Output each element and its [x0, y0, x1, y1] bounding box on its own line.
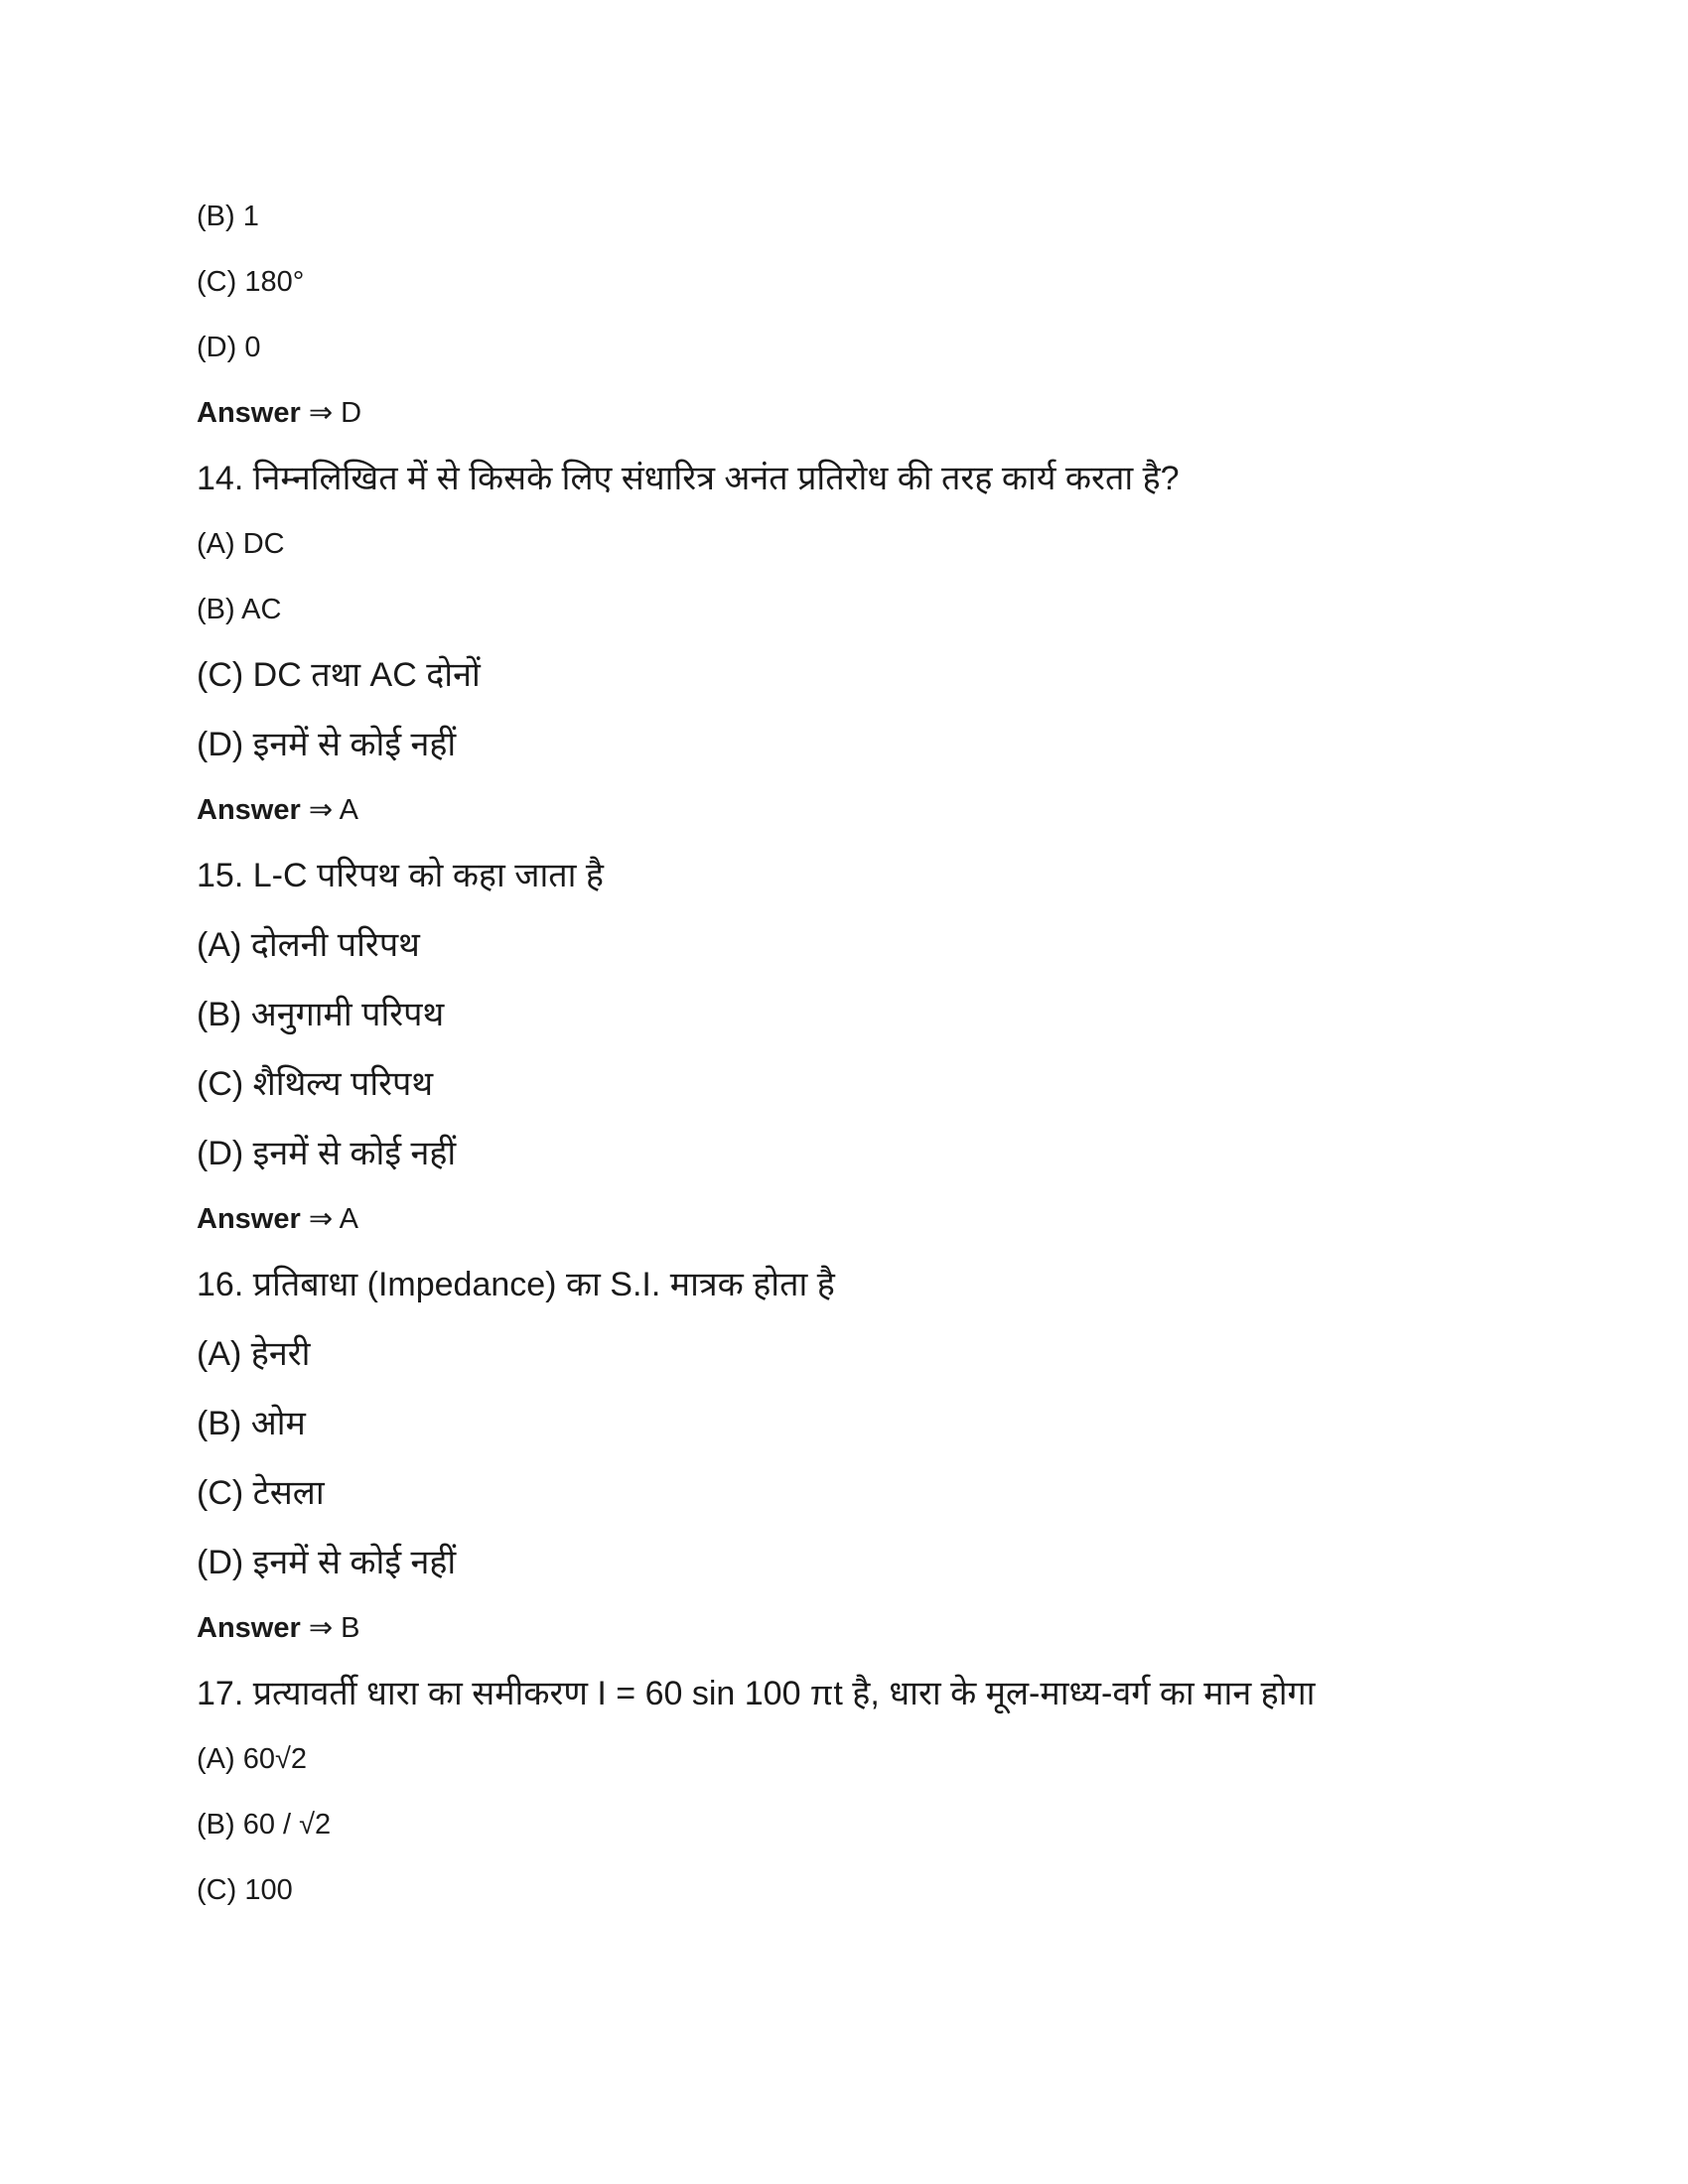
option-a: (A) 60√2 [197, 1743, 308, 1775]
answer-line [197, 790, 1507, 830]
option-d: (D) इनमें से कोई नहीं [197, 1135, 457, 1172]
option-c: (C) टेसला [197, 1474, 325, 1512]
question-15: 15. L-C परिपथ को कहा जाता है [197, 857, 604, 894]
answer-label: Answer [197, 1203, 301, 1235]
answer-value: ⇒ A [308, 1203, 358, 1235]
answer-line [197, 1608, 1507, 1648]
answer-value: ⇒ B [308, 1612, 360, 1644]
answer-label: Answer [197, 1612, 301, 1644]
option-d: (D) इनमें से कोई नहीं [197, 1544, 457, 1581]
answer-label: Answer [197, 794, 301, 826]
option-a: (A) हेनरी [197, 1335, 311, 1373]
answer-value: ⇒ D [308, 397, 362, 429]
option-a: (A) दोलनी परिपथ [197, 926, 420, 964]
document-page [197, 197, 1507, 1936]
question-16: 16. प्रतिबाधा (Impedance) का S.I. मात्रक होता है [197, 1266, 835, 1303]
answer-line [197, 393, 1507, 433]
option-b: (B) ओम [197, 1405, 306, 1442]
answer-label: Answer [197, 397, 301, 429]
question-17: 17. प्रत्यावर्ती धारा का समीकरण I = 60 sin 100 πt है, धारा के मूल-माध्य-वर्ग का मान होगा [197, 1675, 1316, 1712]
option-b: (B) AC [197, 594, 282, 625]
option-b: (B) अनुगामी परिपथ [197, 996, 445, 1033]
option-b: (B) 60 / √2 [197, 1809, 332, 1841]
option-d: (D) इनमें से कोई नहीं [197, 726, 457, 763]
option-c: (C) DC तथा AC दोनों [197, 656, 481, 694]
answer-value: ⇒ A [308, 794, 358, 826]
answer-line [197, 1199, 1507, 1239]
option-a: (A) DC [197, 528, 285, 560]
option-b: (B) 1 [197, 201, 259, 232]
option-c: (C) 100 [197, 1874, 293, 1906]
option-d: (D) 0 [197, 332, 261, 363]
question-14: 14. निम्नलिखित में से किसके लिए संधारित्र अनंत प्रतिरोध की तरह कार्य करता है? [197, 460, 1180, 497]
option-c: (C) 180° [197, 266, 305, 298]
option-c: (C) शैथिल्य परिपथ [197, 1065, 434, 1103]
